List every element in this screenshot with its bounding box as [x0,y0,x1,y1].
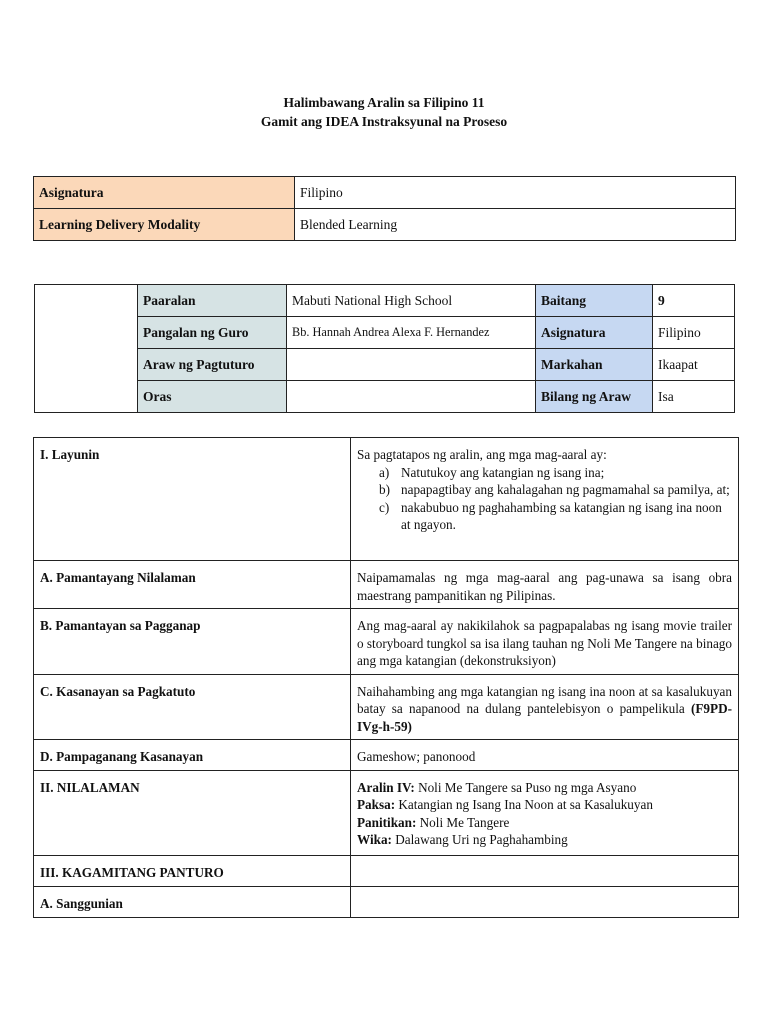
list-item: c) nakabubuo ng paghahambing sa katangian ng isang ina noon at ngayon. [379,499,722,532]
kasanayan-code: (F9PD-IVg-h-59) [357,701,732,734]
document-title: Halimbawang Aralin sa Filipino 11 [283,95,485,110]
pagganap-text: Ang mag-aaral ay nakikilahok sa pagpapalabas ng isang movie trailer o storyboard tungkol sa isa ilang tauhan ng Noli Me Tangere na binago ang mga katangian (dekonstruksiyon) [351,609,739,675]
asignatura-label: Asignatura [34,177,295,209]
pampaganang-label: D. Pampaganang Kasanayan [34,740,351,771]
kasanayan-content [351,674,739,740]
araw-label: Araw ng Pagtuturo [138,349,287,381]
guro-value: Bb. Hannah Andrea Alexa F. Hernandez [287,317,536,349]
kagamitan-value [351,855,739,886]
ldm-value: Blended Learning [295,209,736,241]
pamantayang-text: Naipamamalas ng mga mag-aaral ang pag-unawa sa isang obra maestrang pampanitikan ng Pilipinas. [351,561,739,609]
baitang-value: 9 [653,285,735,317]
bilang-value: Isa [653,381,735,413]
subject-info-table [33,176,736,241]
sanggunian-value [351,886,739,917]
guro-label: Pangalan ng Guro [138,317,287,349]
list-item: Wika: Dalawang Uri ng Paghahambing [357,832,568,847]
markahan-label: Markahan [536,349,653,381]
asignatura-value: Filipino [295,177,736,209]
sanggunian-label: A. Sanggunian [34,886,351,917]
paaralan-value: Mabuti National High School [287,285,536,317]
baitang-label: Baitang [536,285,653,317]
list-item: Panitikan: Noli Me Tangere [357,814,510,830]
list-item: b) napapagtibay ang kahalagahan ng pagmamahal sa pamilya, at; [379,482,730,497]
nilalaman-label: II. NILALAMAN [34,770,351,855]
list-item: Paksa: Katangian ng Isang Ina Noon at sa Kasalukuyan [357,797,653,812]
lesson-plan-table [33,437,739,918]
pamantayang-label: A. Pamantayang Nilalaman [34,561,351,609]
ldm-label: Learning Delivery Modality [34,209,295,241]
document-subtitle: Gamit ang IDEA Instraksyunal na Proseso [260,114,508,129]
layunin-content [351,438,739,561]
oras-label: Oras [138,381,287,413]
paaralan-label: Paaralan [138,285,287,317]
asignatura2-value: Filipino [653,317,735,349]
layunin-intro: Sa pagtatapos ng aralin, ang mga mag-aaral ay: [357,447,607,462]
school-info-table [34,284,735,413]
list-item: a) Natutukoy ang katangian ng isang ina; [379,464,605,480]
pagganap-label: B. Pamantayan sa Pagganap [34,609,351,675]
kasanayan-text: Naihahambing ang mga katangian ng isang ina noon at sa kasalukuyan batay sa napanood na dulang pantelebisyon o pampelikula [357,683,732,716]
list-item: Aralin IV: Noli Me Tangere sa Puso ng mga Asyano [357,779,637,795]
kagamitan-label: III. KAGAMITANG PANTURO [34,855,351,886]
araw-value [287,349,536,381]
nilalaman-content [351,770,739,855]
layunin-label: I. Layunin [34,438,351,561]
asignatura2-label: Asignatura [536,317,653,349]
markahan-value: Ikaapat [653,349,735,381]
blank-cell [35,285,138,413]
oras-value [287,381,536,413]
pampaganang-text: Gameshow; panonood [351,740,739,771]
kasanayan-label: C. Kasanayan sa Pagkatuto [34,674,351,740]
layunin-list [357,464,732,534]
bilang-label: Bilang ng Araw [536,381,653,413]
